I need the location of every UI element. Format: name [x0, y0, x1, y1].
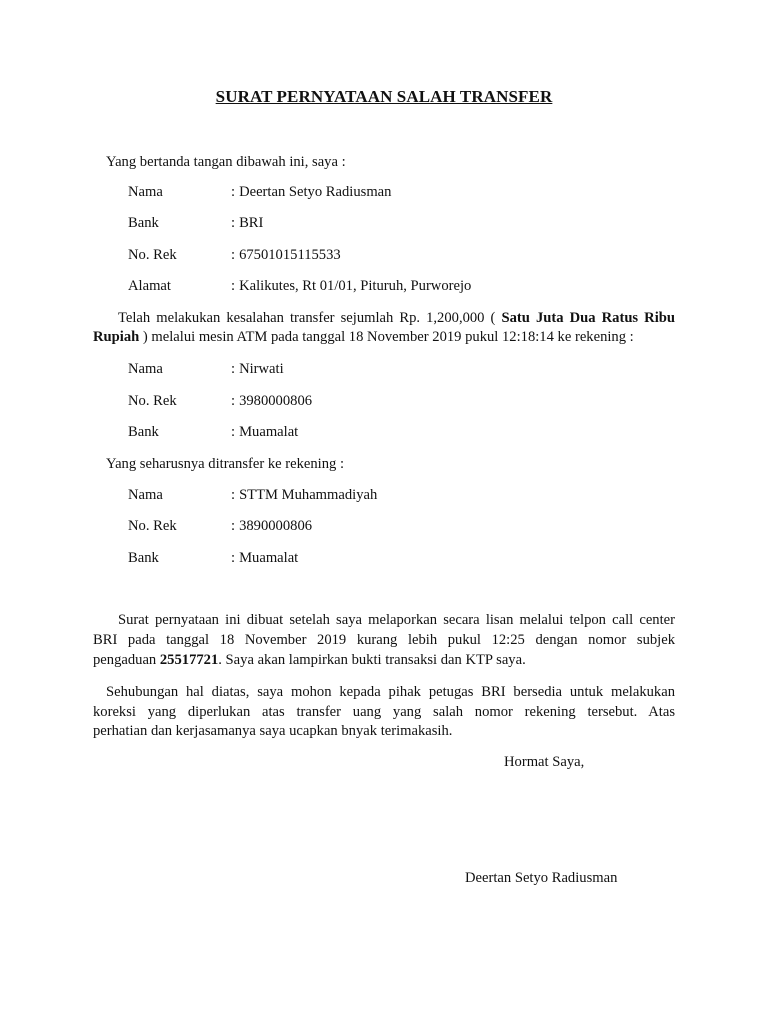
sender-norek-text: 67501015115533	[239, 247, 341, 263]
wrong-nama-value: : Nirwati	[231, 361, 284, 377]
sender-alamat-text: Kalikutes, Rt 01/01, Pituruh, Purworejo	[239, 278, 472, 294]
wrong-norek-text: 3980000806	[239, 393, 313, 409]
p3-line2: koreksi yang diperlukan atas transfer uang yang salah nomor rekening tersebut. Atas	[93, 704, 675, 720]
right-bank-value: : Muamalat	[231, 550, 299, 566]
wrong-bank-label: Bank	[128, 424, 159, 440]
p1-rupiah: Rupiah	[93, 329, 140, 345]
signature-name: Deertan Setyo Radiusman	[465, 870, 618, 886]
p2-line1: Surat pernyataan ini dibuat setelah saya melaporkan secara lisan melalui telpon call center	[118, 612, 675, 628]
right-norek-value: : 3890000806	[231, 518, 313, 534]
sender-bank-text: BRI	[239, 215, 264, 231]
right-norek-label: No. Rek	[128, 518, 177, 534]
p3-line1: Sehubungan hal diatas, saya mohon kepada pihak petugas BRI bersedia untuk melakukan	[106, 684, 675, 700]
p2-line3-rest: . Saya akan lampirkan bukti transaksi dan KTP saya.	[218, 652, 526, 668]
document-title: SURAT PERNYATAAN SALAH TRANSFER	[215, 87, 553, 106]
sender-bank-label: Bank	[128, 215, 159, 231]
p1-line2-text: ) melalui mesin ATM pada tanggal 18 November 2019 pukul 12:18:14 ke rekening :	[142, 329, 634, 345]
right-bank-text: Muamalat	[239, 550, 299, 566]
p1-line2	[93, 328, 634, 346]
should-intro-text: Yang seharusnya ditransfer ke rekening :	[106, 456, 345, 472]
p3-line3: perhatian dan kerjasamanya saya ucapkan bnyak terimakasih.	[93, 723, 453, 739]
wrong-nama-label: Nama	[128, 361, 163, 377]
sender-alamat-label: Alamat	[128, 278, 171, 294]
p1-line1	[118, 309, 675, 327]
sender-nama-label: Nama	[128, 184, 163, 200]
sender-nama-text: Deertan Setyo Radiusman	[239, 184, 392, 200]
right-bank-label: Bank	[128, 550, 159, 566]
closing-text: Hormat Saya,	[504, 754, 585, 770]
wrong-bank-value: : Muamalat	[231, 424, 299, 440]
p2-line2: BRI pada tanggal 18 November 2019 kurang lebih pukul 12:25 dengan nomor subjek	[93, 632, 675, 648]
intro-text: Yang bertanda tangan dibawah ini, saya :	[106, 154, 346, 170]
sender-bank-value: : BRI	[231, 215, 264, 231]
wrong-norek-label: No. Rek	[128, 393, 177, 409]
p1-amount-words: Satu Juta Dua Ratus Ribu	[501, 310, 676, 326]
sender-alamat-value: : Kalikutes, Rt 01/01, Pituruh, Purworejo	[231, 278, 472, 294]
right-nama-value: : STTM Muhammadiyah	[231, 487, 378, 503]
right-nama-text: STTM Muhammadiyah	[239, 487, 378, 503]
wrong-nama-text: Nirwati	[239, 361, 284, 377]
sender-nama-value: : Deertan Setyo Radiusman	[231, 184, 392, 200]
sender-norek-label: No. Rek	[128, 247, 177, 263]
right-norek-text: 3890000806	[239, 518, 313, 534]
wrong-bank-text: Muamalat	[239, 424, 299, 440]
p2-line3	[93, 651, 526, 669]
p2-line3-text: pengaduan	[93, 652, 157, 668]
p1-line1-text: Telah melakukan kesalahan transfer sejumlah Rp. 1,200,000 (	[118, 310, 496, 326]
p2-complaint-number: 25517721	[159, 652, 219, 668]
right-nama-label: Nama	[128, 487, 163, 503]
wrong-norek-value: : 3980000806	[231, 393, 313, 409]
sender-norek-value: : 67501015115533	[231, 247, 341, 263]
